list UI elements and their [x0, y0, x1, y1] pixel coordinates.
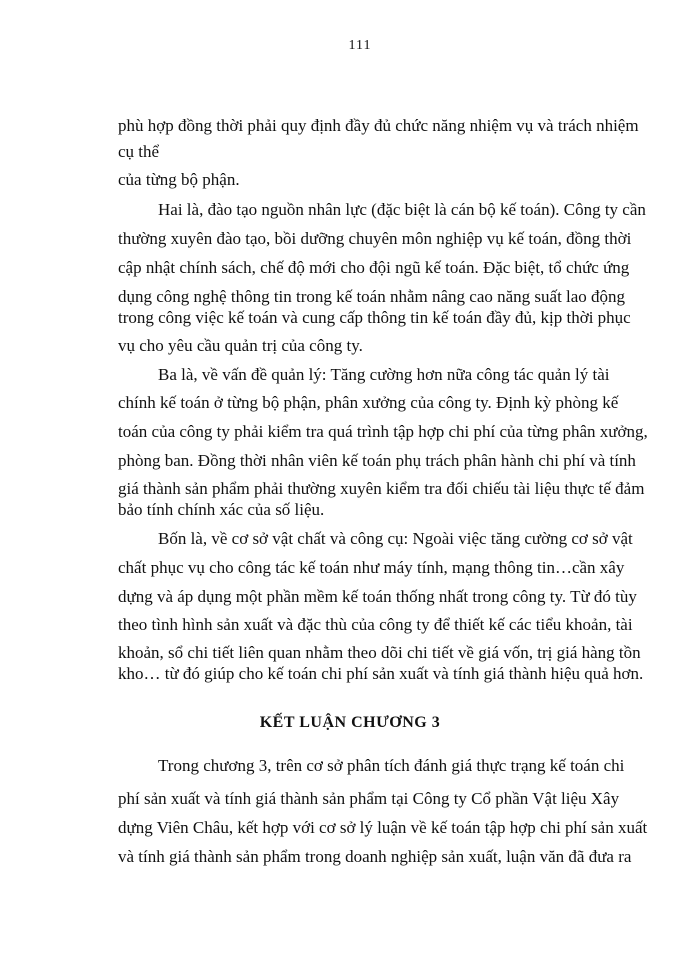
text-line: phòng ban. Đồng thời nhân viên kế toán phụ trách phân hành chi phí và tính	[118, 451, 636, 470]
text-line: giá thành sản phẩm phải thường xuyên kiểm tra đối chiếu tài liệu thực tế đảm	[118, 479, 645, 498]
text-line: khoản, sổ chi tiết liên quan nhằm theo dõi chi tiết về giá vốn, trị giá hàng tồn	[118, 643, 641, 662]
text-line: Trong chương 3, trên cơ sở phân tích đánh giá thực trạng kế toán chi	[158, 756, 625, 775]
text-line: cụ thể	[118, 142, 160, 161]
text-line: Bốn là, về cơ sở vật chất và công cụ: Ngoài việc tăng cường cơ sở vật	[158, 529, 633, 548]
text-line: Ba là, về vấn đề quản lý: Tăng cường hơn nữa công tác quản lý tài	[158, 365, 610, 384]
text-line: kho… từ đó giúp cho kế toán chi phí sản xuất và tính giá thành hiệu quả hơn.	[118, 664, 644, 683]
text-line: dựng Viên Châu, kết hợp với cơ sở lý luận về kế toán tập hợp chi phí sản xuất	[118, 818, 648, 837]
text-line: toán của công ty phải kiểm tra quá trình tập hợp chi phí của từng phân xưởng,	[118, 422, 648, 441]
text-line: phí sản xuất và tính giá thành sản phẩm tại Công ty Cổ phần Vật liệu Xây	[118, 789, 620, 808]
text-line: vụ cho yêu cầu quản trị của công ty.	[118, 336, 363, 355]
text-line: dụng công nghệ thông tin trong kế toán nhằm nâng cao năng suất lao động	[118, 287, 626, 306]
text-line: chính kế toán ở từng bộ phận, phân xưởng của công ty. Định kỳ phòng kế	[118, 393, 619, 412]
page-number: 111	[348, 38, 372, 53]
text-line: theo tình hình sản xuất và đặc thù của công ty để thiết kế các tiểu khoản, tài	[118, 615, 633, 634]
text-line: trong công việc kế toán và cung cấp thông tin kế toán đầy đủ, kịp thời phục	[118, 308, 631, 327]
text-line: Hai là, đào tạo nguồn nhân lực (đặc biệt là cán bộ kế toán). Công ty cần	[158, 200, 646, 219]
text-line: bảo tính chính xác của số liệu.	[118, 500, 325, 519]
text-line: cập nhật chính sách, chế độ mới cho đội ngũ kế toán. Đặc biệt, tổ chức ứng	[118, 258, 630, 277]
text-line: của từng bộ phận.	[118, 170, 240, 189]
text-line: dựng và áp dụng một phần mềm kế toán thống nhất trong công ty. Từ đó tùy	[118, 587, 637, 606]
chapter-conclusion-heading: KẾT LUẬN CHƯƠNG 3	[259, 714, 441, 731]
text-line: thường xuyên đào tạo, bồi dưỡng chuyên môn nghiệp vụ kế toán, đồng thời	[118, 229, 632, 248]
text-line: chất phục vụ cho công tác kế toán như máy tính, mạng thông tin…cần xây	[118, 558, 625, 577]
text-line: và tính giá thành sản phẩm trong doanh nghiệp sản xuất, luận văn đã đưa ra	[118, 847, 632, 866]
text-line: phù hợp đồng thời phải quy định đầy đủ chức năng nhiệm vụ và trách nhiệm	[118, 116, 639, 135]
